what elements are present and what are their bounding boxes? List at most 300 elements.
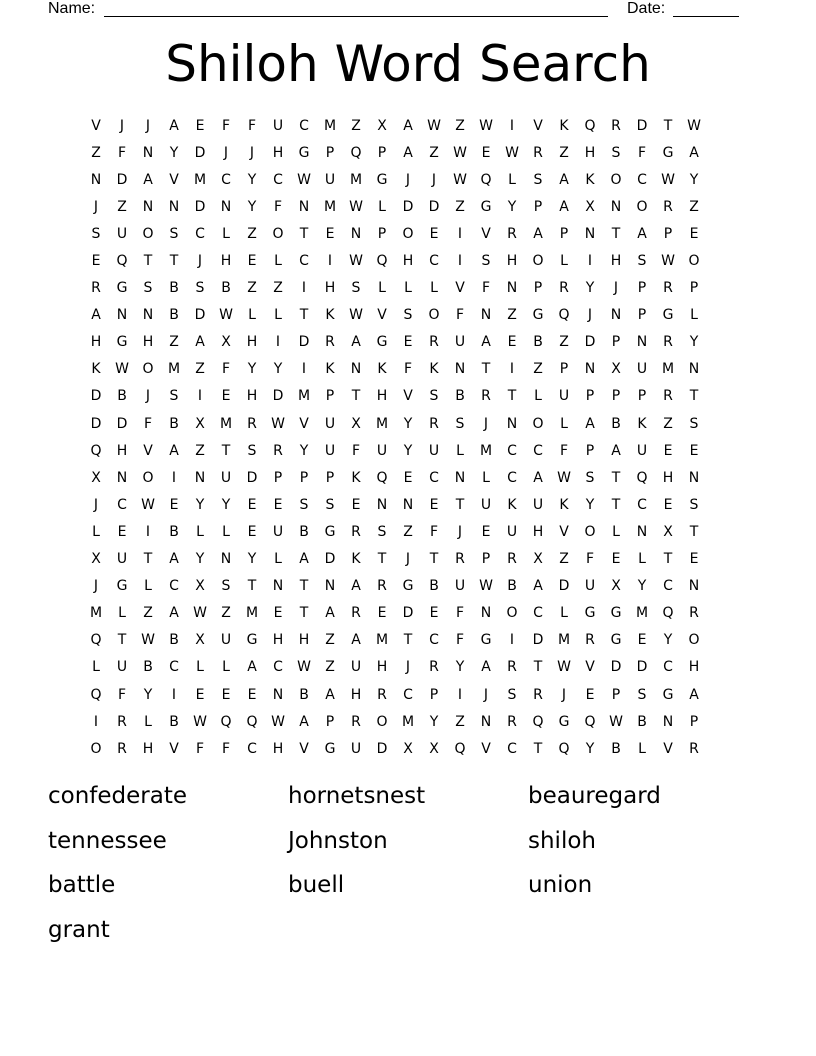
grid-letter: Q [350, 144, 362, 161]
grid-letter: Y [585, 280, 595, 297]
grid-letter: B [169, 632, 179, 649]
grid-letter: P [637, 307, 647, 324]
word-list-item: tennessee [48, 827, 167, 854]
grid-letter: U [636, 442, 648, 459]
grid-letter: E [273, 496, 283, 513]
grid-letter: F [403, 361, 413, 378]
grid-letter: R [429, 334, 439, 351]
grid-letter: A [299, 713, 309, 730]
grid-letter: R [429, 659, 439, 676]
grid-letter: F [455, 307, 465, 324]
word-list-item: beauregard [528, 783, 661, 809]
grid-letter: A [169, 117, 179, 134]
grid-letter: V [585, 659, 595, 676]
grid-letter: H [610, 253, 622, 270]
grid-letter: K [507, 496, 517, 513]
grid-letter: N [506, 280, 518, 297]
grid-letter: F [481, 280, 491, 297]
grid-letter: I [145, 523, 151, 540]
grid-letter: N [610, 198, 622, 215]
grid-letter: W [609, 713, 623, 730]
grid-letter: G [584, 605, 596, 622]
grid-letter: P [299, 469, 309, 486]
grid-letter: L [196, 523, 204, 540]
grid-letter: J [587, 307, 593, 324]
grid-letter: P [377, 225, 387, 242]
grid-letter: T [533, 659, 543, 676]
grid-letter: O [142, 225, 154, 242]
grid-letter: J [197, 253, 203, 270]
grid-letter: D [194, 144, 206, 161]
grid-letter: P [273, 469, 283, 486]
grid-row [83, 302, 733, 329]
grid-letter: C [117, 496, 127, 513]
grid-letter: G [246, 632, 258, 649]
grid-letter: Y [585, 496, 595, 513]
grid-letter: Z [247, 280, 257, 297]
grid-letter: T [117, 632, 127, 649]
grid-letter: D [558, 578, 570, 595]
grid-letter: C [221, 171, 231, 188]
grid-letter: R [559, 280, 569, 297]
grid-letter: O [272, 225, 284, 242]
grid-letter: N [662, 713, 674, 730]
grid-letter: R [429, 415, 439, 432]
grid-letter: V [91, 117, 101, 134]
grid-letter: N [142, 198, 154, 215]
grid-letter: D [272, 388, 284, 405]
grid-letter: O [376, 713, 388, 730]
grid-row [83, 193, 733, 220]
grid-letter: G [298, 144, 310, 161]
grid-letter: O [402, 225, 414, 242]
grid-letter: C [637, 496, 647, 513]
grid-letter: Q [584, 117, 596, 134]
grid-letter: T [143, 253, 153, 270]
grid-letter: L [378, 280, 386, 297]
grid-letter: A [169, 442, 179, 459]
grid-letter: P [585, 388, 595, 405]
grid-letter: L [92, 659, 100, 676]
grid-letter: M [89, 605, 103, 622]
grid-letter: T [221, 442, 231, 459]
grid-letter: E [221, 686, 231, 703]
grid-letter: F [117, 686, 127, 703]
grid-letter: Y [221, 496, 231, 513]
grid-letter: G [558, 713, 570, 730]
grid-letter: N [142, 144, 154, 161]
grid-letter: H [90, 334, 102, 351]
grid-letter: W [115, 361, 129, 378]
grid-letter: W [557, 659, 571, 676]
grid-letter: N [688, 578, 700, 595]
grid-letter: B [143, 659, 153, 676]
grid-letter: Y [247, 171, 257, 188]
grid-letter: T [403, 632, 413, 649]
grid-letter: P [533, 280, 543, 297]
grid-letter: F [455, 632, 465, 649]
grid-letter: T [533, 740, 543, 757]
grid-letter: D [324, 551, 336, 568]
grid-letter: S [169, 388, 179, 405]
grid-letter: N [636, 523, 648, 540]
grid-letter: R [455, 551, 465, 568]
grid-row [83, 356, 733, 383]
grid-letter: W [349, 198, 363, 215]
grid-letter: N [480, 307, 492, 324]
grid-letter: W [141, 496, 155, 513]
grid-letter: M [193, 171, 207, 188]
grid-letter: Y [403, 415, 413, 432]
grid-letter: A [689, 144, 699, 161]
grid-letter: V [169, 740, 179, 757]
grid-letter: V [143, 442, 153, 459]
grid-letter: G [532, 307, 544, 324]
grid-letter: F [637, 144, 647, 161]
grid-letter: P [481, 551, 491, 568]
grid-letter: G [610, 605, 622, 622]
header [0, 0, 816, 22]
grid-letter: L [690, 307, 698, 324]
grid-letter: M [245, 605, 259, 622]
grid-letter: W [479, 117, 493, 134]
grid-letter: I [587, 253, 593, 270]
grid-letter: N [506, 415, 518, 432]
grid-letter: Z [559, 144, 569, 161]
grid-letter: J [119, 117, 125, 134]
grid-letter: E [351, 496, 361, 513]
grid-letter: R [325, 334, 335, 351]
grid-letter: Y [143, 686, 153, 703]
grid-letter: P [533, 198, 543, 215]
grid-letter: C [533, 605, 543, 622]
grid-letter: N [168, 198, 180, 215]
grid-letter: Q [454, 740, 466, 757]
word-list-item: battle [48, 872, 116, 898]
grid-letter: E [247, 253, 257, 270]
grid-letter: X [91, 469, 101, 486]
grid-letter: J [405, 551, 411, 568]
grid-letter: Y [663, 632, 673, 649]
grid-letter: R [351, 713, 361, 730]
grid-letter: W [271, 415, 285, 432]
grid-letter: W [427, 117, 441, 134]
name-blank-line[interactable] [104, 16, 608, 17]
grid-letter: R [663, 334, 673, 351]
grid-letter: E [585, 686, 595, 703]
grid-letter: C [403, 686, 413, 703]
grid-letter: J [483, 686, 489, 703]
grid-letter: Q [558, 307, 570, 324]
grid-letter: S [247, 442, 257, 459]
grid-letter: W [479, 578, 493, 595]
grid-letter: Z [325, 632, 335, 649]
grid-row [83, 518, 733, 545]
grid-letter: Z [429, 144, 439, 161]
grid-row [83, 220, 733, 247]
grid-letter: N [454, 361, 466, 378]
grid-letter: R [507, 659, 517, 676]
grid-letter: H [402, 253, 414, 270]
grid-letter: H [324, 280, 336, 297]
grid-letter: E [689, 225, 699, 242]
grid-letter: Z [507, 307, 517, 324]
grid-letter: I [197, 388, 203, 405]
grid-letter: W [505, 144, 519, 161]
grid-letter: M [297, 388, 311, 405]
grid-letter: X [533, 551, 543, 568]
grid-letter: B [169, 523, 179, 540]
grid-letter: C [299, 253, 309, 270]
grid-letter: J [93, 496, 99, 513]
grid-letter: N [610, 307, 622, 324]
grid-letter: G [116, 280, 128, 297]
grid-letter: R [117, 740, 127, 757]
grid-letter: L [430, 280, 438, 297]
grid-letter: U [584, 578, 596, 595]
grid-letter: Q [246, 713, 258, 730]
grid-letter: H [142, 334, 154, 351]
grid-letter: I [275, 334, 281, 351]
grid-letter: G [324, 523, 336, 540]
grid-letter: Q [376, 469, 388, 486]
grid-letter: E [403, 334, 413, 351]
grid-letter: H [532, 523, 544, 540]
grid-letter: Y [403, 442, 413, 459]
grid-letter: U [324, 442, 336, 459]
grid-letter: N [636, 334, 648, 351]
grid-letter: P [637, 388, 647, 405]
grid-letter: N [688, 361, 700, 378]
grid-letter: I [457, 253, 463, 270]
grid-row [83, 600, 733, 627]
grid-letter: Z [455, 117, 465, 134]
word-list-item: union [528, 872, 593, 898]
grid-letter: L [638, 740, 646, 757]
word-list [48, 778, 768, 956]
grid-letter: U [350, 740, 362, 757]
grid-letter: R [689, 740, 699, 757]
grid-row [83, 112, 733, 139]
grid-letter: H [688, 659, 700, 676]
grid-letter: X [195, 578, 205, 595]
grid-letter: H [272, 632, 284, 649]
grid-letter: Q [90, 686, 102, 703]
grid-letter: H [116, 442, 128, 459]
grid-letter: I [509, 117, 515, 134]
grid-letter: T [169, 253, 179, 270]
grid-letter: G [662, 144, 674, 161]
date-blank-line[interactable] [673, 16, 739, 17]
grid-letter: F [559, 442, 569, 459]
grid-letter: J [145, 117, 151, 134]
grid-letter: P [611, 388, 621, 405]
grid-letter: K [351, 469, 361, 486]
grid-letter: X [91, 551, 101, 568]
grid-letter: Q [558, 740, 570, 757]
grid-letter: F [351, 442, 361, 459]
grid-letter: A [143, 171, 153, 188]
grid-letter: W [297, 171, 311, 188]
grid-letter: K [351, 551, 361, 568]
grid-letter: O [688, 253, 700, 270]
grid-letter: B [221, 280, 231, 297]
grid-letter: J [249, 144, 255, 161]
grid-letter: E [195, 686, 205, 703]
grid-letter: D [90, 388, 102, 405]
grid-letter: R [533, 686, 543, 703]
grid-letter: Q [636, 469, 648, 486]
grid-row [83, 383, 733, 410]
grid-letter: A [169, 551, 179, 568]
grid-letter: Y [689, 171, 699, 188]
grid-letter: I [171, 686, 177, 703]
grid-letter: H [376, 388, 388, 405]
name-label: Name: [48, 0, 96, 17]
grid-letter: H [584, 144, 596, 161]
grid-row [83, 410, 733, 437]
grid-letter: N [376, 496, 388, 513]
grid-letter: H [376, 659, 388, 676]
grid-letter: D [402, 198, 414, 215]
grid-letter: L [612, 523, 620, 540]
grid-letter: E [325, 225, 335, 242]
grid-letter: H [246, 334, 258, 351]
grid-letter: D [584, 334, 596, 351]
word-list-item: buell [288, 872, 345, 898]
grid-letter: Y [195, 496, 205, 513]
grid-letter: A [559, 198, 569, 215]
grid-letter: E [91, 253, 101, 270]
grid-letter: J [561, 686, 567, 703]
grid-row [83, 247, 733, 274]
grid-letter: V [533, 117, 543, 134]
grid-letter: M [661, 361, 675, 378]
grid-letter: E [273, 605, 283, 622]
grid-letter: Z [689, 198, 699, 215]
grid-letter: C [507, 740, 517, 757]
grid-letter: T [299, 225, 309, 242]
grid-row [83, 573, 733, 600]
grid-letter: D [532, 632, 544, 649]
grid-letter: F [455, 605, 465, 622]
grid-letter: E [221, 388, 231, 405]
grid-letter: U [116, 659, 128, 676]
grid-letter: F [117, 144, 127, 161]
grid-row [83, 627, 733, 654]
grid-letter: O [532, 415, 544, 432]
grid-letter: S [403, 307, 413, 324]
grid-letter: N [272, 686, 284, 703]
grid-letter: D [116, 415, 128, 432]
grid-letter: Z [559, 334, 569, 351]
grid-letter: L [196, 659, 204, 676]
grid-letter: O [506, 605, 518, 622]
grid-letter: U [350, 659, 362, 676]
grid-letter: R [507, 225, 517, 242]
grid-letter: L [560, 415, 568, 432]
grid-letter: S [429, 388, 439, 405]
grid-letter: Q [532, 713, 544, 730]
grid-letter: R [481, 388, 491, 405]
grid-letter: B [507, 578, 517, 595]
grid-letter: R [663, 280, 673, 297]
grid-letter: X [403, 740, 413, 757]
grid-letter: X [585, 198, 595, 215]
grid-letter: Y [689, 334, 699, 351]
word-list-item: grant [48, 916, 110, 943]
grid-letter: T [247, 578, 257, 595]
grid-letter: K [429, 361, 439, 378]
grid-letter: J [93, 578, 99, 595]
grid-letter: E [481, 144, 491, 161]
grid-letter: E [637, 632, 647, 649]
grid-row [83, 708, 733, 735]
grid-letter: H [350, 686, 362, 703]
grid-letter: U [376, 442, 388, 459]
grid-letter: P [325, 144, 335, 161]
grid-row [83, 275, 733, 302]
grid-letter: L [560, 253, 568, 270]
grid-letter: K [325, 307, 335, 324]
grid-row [83, 681, 733, 708]
grid-letter: E [663, 442, 673, 459]
grid-letter: B [299, 523, 309, 540]
grid-letter: T [481, 361, 491, 378]
grid-letter: R [377, 578, 387, 595]
grid-letter: W [453, 144, 467, 161]
grid-letter: E [429, 496, 439, 513]
grid-letter: P [689, 280, 699, 297]
grid-letter: B [169, 307, 179, 324]
grid-letter: S [377, 523, 387, 540]
grid-letter: Z [117, 198, 127, 215]
grid-letter: H [142, 740, 154, 757]
word-list-item: shiloh [528, 827, 596, 854]
grid-letter: A [481, 334, 491, 351]
grid-letter: T [611, 469, 621, 486]
grid-letter: Y [247, 551, 257, 568]
grid-letter: R [611, 117, 621, 134]
grid-letter: E [403, 469, 413, 486]
grid-letter: L [456, 442, 464, 459]
grid-letter: D [116, 171, 128, 188]
grid-letter: W [141, 632, 155, 649]
grid-letter: N [298, 198, 310, 215]
grid-letter: Y [429, 713, 439, 730]
grid-letter: L [222, 659, 230, 676]
grid-letter: Y [195, 551, 205, 568]
grid-letter: N [220, 551, 232, 568]
grid-letter: P [637, 280, 647, 297]
grid-letter: O [688, 632, 700, 649]
grid-letter: R [663, 388, 673, 405]
grid-letter: V [559, 523, 569, 540]
grid-letter: Z [533, 361, 543, 378]
grid-letter: Q [376, 253, 388, 270]
grid-letter: L [508, 171, 516, 188]
grid-letter: J [613, 280, 619, 297]
grid-letter: P [559, 361, 569, 378]
grid-letter: E [247, 496, 257, 513]
grid-letter: I [509, 361, 515, 378]
grid-letter: B [637, 713, 647, 730]
grid-letter: N [272, 578, 284, 595]
grid-letter: E [377, 605, 387, 622]
grid-letter: S [299, 496, 309, 513]
grid-letter: V [481, 225, 491, 242]
grid-letter: Q [116, 253, 128, 270]
